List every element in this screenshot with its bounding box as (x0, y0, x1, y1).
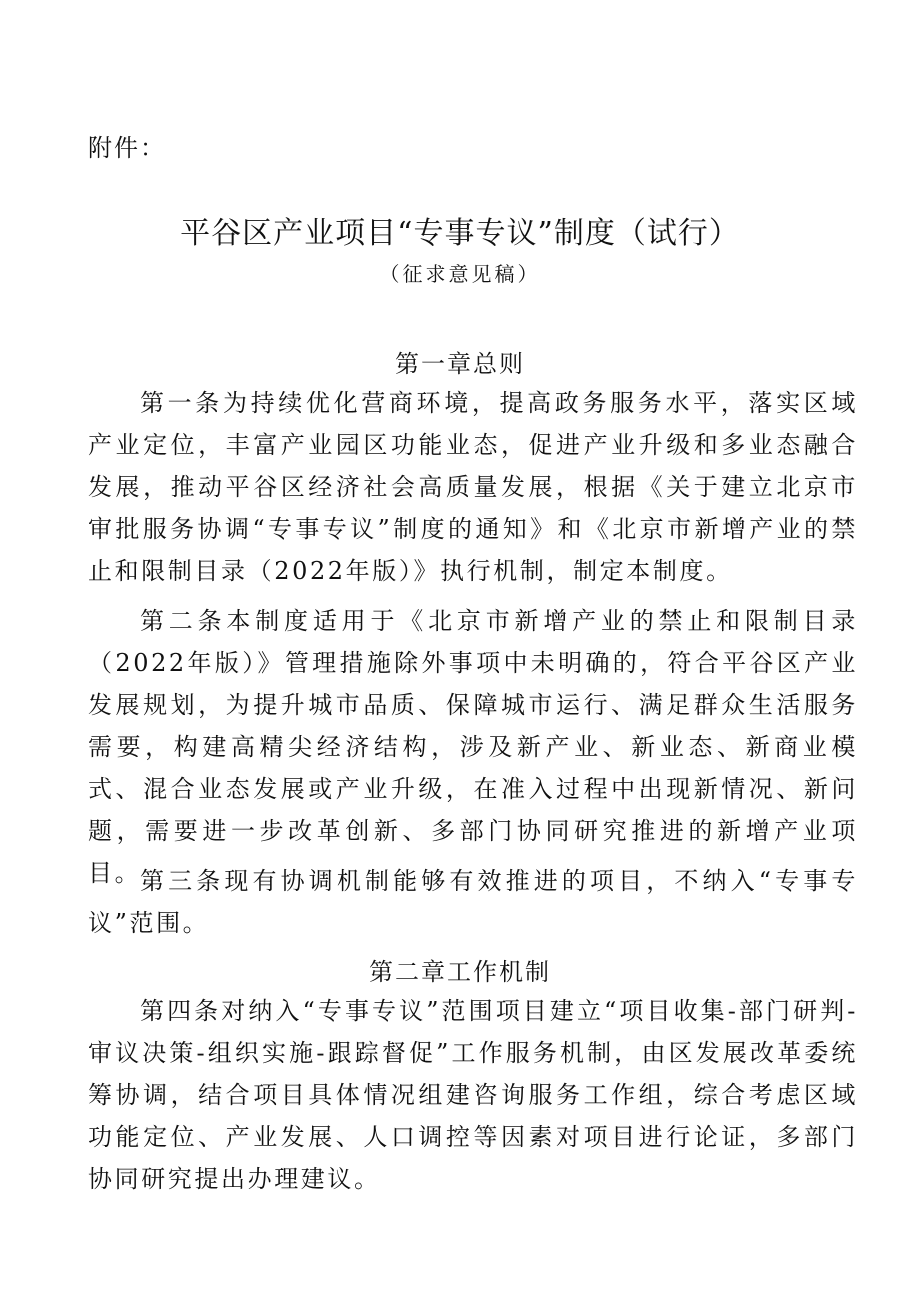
article-2: 第二条本制度适用于《北京市新增产业的禁止和限制目录（2022年版）》管理措施除外事项中未明确的，符合平谷区产业发展规划，为提升城市品质、保障城市运行、满足群众生活服务需要，构建高精尖经济结构，涉及新产业、新业态、新商业模式、混合业态发展或产业升级，在准入过程中出现新情况、新问题，需要进一步改革创新、多部门协同研究推进的新增产业项目。 (88, 607, 858, 887)
attachment-label: 附件： (88, 134, 166, 162)
article-3: 第三条现有协调机制能够有效推进的项目，不纳入“专事专议”范围。 (88, 867, 858, 937)
chapter-heading-2: 第二章工作机制 (369, 958, 551, 986)
article-4: 第四条对纳入“专事专议”范围项目建立“项目收集-部门研判-审议决策-组织实施-跟踪督促”工作服务机制，由区发展改革委统筹协调，结合项目具体情况组建咨询服务工作组，综合考虑区域功能定位、产业发展、人口调控等因素对项目进行论证，多部门协同研究提出办理建议。 (88, 997, 858, 1193)
article-1: 第一条为持续优化营商环境，提高政务服务水平，落实区域产业定位，丰富产业园区功能业态，促进产业升级和多业态融合发展，推动平谷区经济社会高质量发展，根据《关于建立北京市审批服务协调“专事专议”制度的通知》和《北京市新增产业的禁止和限制目录（2022年版）》执行机制，制定本制度。 (88, 389, 858, 585)
document-title: 平谷区产业项目“专事专议”制度（试行） (180, 216, 740, 251)
document-subtitle: （征求意见稿） (379, 262, 541, 286)
chapter-heading-1: 第一章总则 (395, 350, 525, 378)
